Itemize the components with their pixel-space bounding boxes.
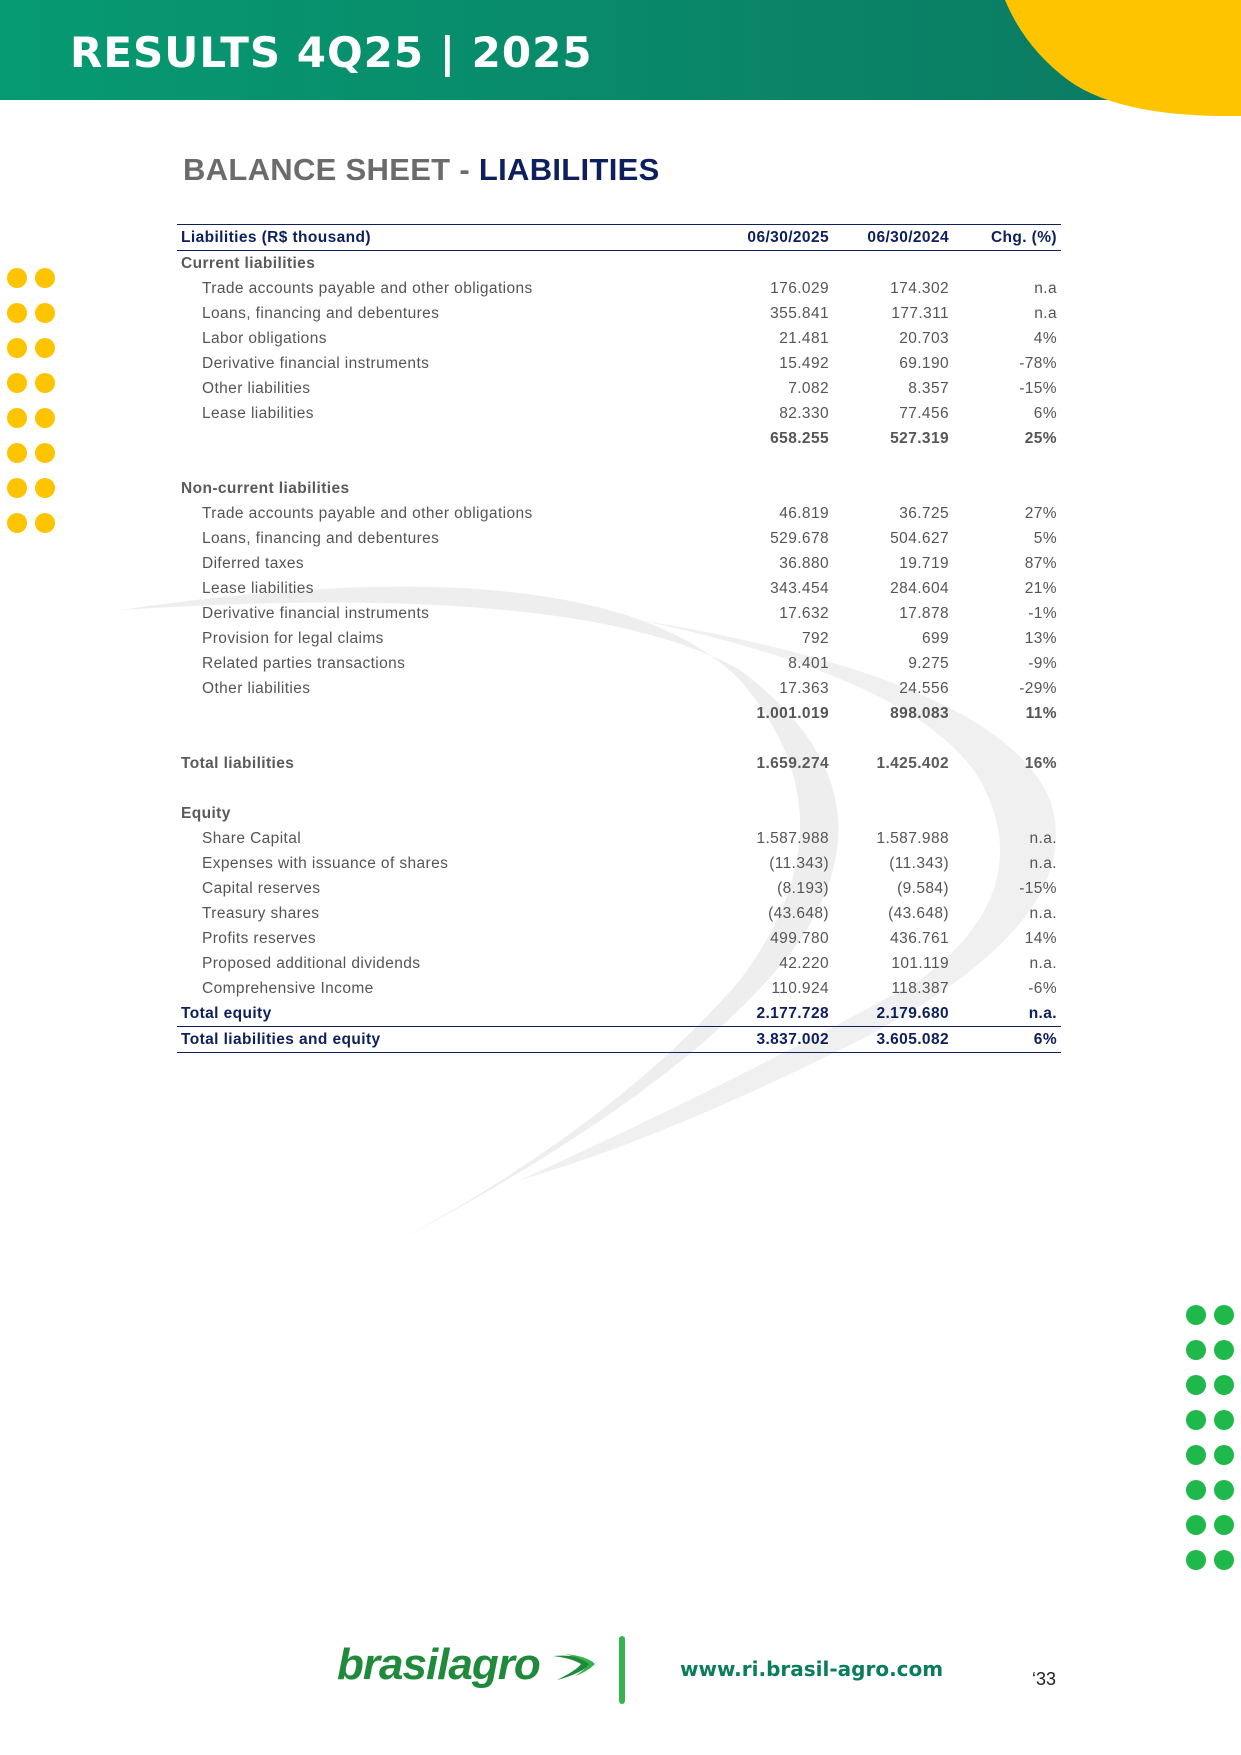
empty-cell	[713, 801, 833, 826]
group-label: Non-current liabilities	[181, 480, 350, 497]
row-label: Other liabilities	[202, 680, 311, 697]
footer-separator	[619, 1636, 625, 1704]
spacer-row	[177, 776, 1061, 801]
value-2025: 46.819	[779, 505, 829, 522]
table-row	[177, 901, 1061, 926]
value-2024: 77.456	[899, 405, 949, 422]
value-2024: 19.719	[899, 555, 949, 572]
row-label: Treasury shares	[202, 905, 320, 922]
value-2024: 17.878	[899, 605, 949, 622]
table-body	[177, 251, 1061, 1053]
spacer-row	[177, 451, 1061, 476]
logo-text-brasil: brasil	[337, 1640, 449, 1689]
table-header-row	[177, 225, 1061, 251]
value-2024: (9.584)	[897, 880, 949, 897]
table-row	[177, 976, 1061, 1001]
value-2024: 36.725	[899, 505, 949, 522]
table-row	[177, 401, 1061, 426]
column-header-2025: 06/30/2025	[713, 225, 833, 251]
value-2024: 20.703	[899, 330, 949, 347]
logo-text-agro: agro	[448, 1640, 540, 1689]
empty-cell	[177, 726, 713, 751]
empty-cell	[953, 451, 1061, 476]
value-change: 27%	[1024, 505, 1057, 522]
table-row	[177, 501, 1061, 526]
value-change: n.a.	[1029, 955, 1057, 972]
table-row	[177, 876, 1061, 901]
value-2025: 17.632	[779, 605, 829, 622]
value-change: n.a.	[1029, 830, 1057, 847]
value-2024: 8.357	[908, 380, 949, 397]
column-header-2024: 06/30/2024	[833, 225, 953, 251]
value-2024: 699	[921, 630, 949, 647]
value-change: 11%	[1025, 705, 1057, 722]
table-row	[177, 301, 1061, 326]
value-change: 21%	[1024, 580, 1057, 597]
value-2025: 499.780	[770, 930, 829, 947]
website-link[interactable]: www.ri.brasil-agro.com	[680, 1657, 944, 1681]
table-row	[177, 576, 1061, 601]
value-2024: 2.179.680	[876, 1005, 949, 1022]
row-label: Expenses with issuance of shares	[202, 855, 449, 872]
row-label: Total liabilities and equity	[177, 1027, 713, 1053]
value-change: n.a.	[1028, 1005, 1057, 1022]
row-label: Comprehensive Income	[202, 980, 374, 997]
header-banner	[0, 0, 1241, 116]
page-number: ‘33	[1032, 1669, 1057, 1689]
row-label: Profits reserves	[202, 930, 317, 947]
brasilagro-logo	[337, 1640, 597, 1690]
section-title-accent: LIABILITIES	[478, 152, 660, 187]
value-2025: (11.343)	[769, 855, 829, 872]
value-change: -1%	[1028, 605, 1057, 622]
value-change: n.a	[1034, 305, 1057, 322]
empty-cell	[953, 801, 1061, 826]
row-label: Lease liabilities	[202, 405, 314, 422]
empty-cell	[833, 476, 953, 501]
value-change: -15%	[1019, 380, 1057, 397]
row-label: Trade accounts payable and other obligations	[202, 280, 533, 297]
value-2024: 527.319	[890, 430, 949, 447]
value-2024: 69.190	[899, 355, 949, 372]
value-2025: 1.587.988	[756, 830, 829, 847]
row-label: Proposed additional dividends	[202, 955, 421, 972]
table-row	[177, 826, 1061, 851]
value-2024: 174.302	[890, 280, 949, 297]
column-header-change: Chg. (%)	[953, 225, 1061, 251]
table-row	[177, 651, 1061, 676]
value-2025: 355.841	[770, 305, 829, 322]
empty-cell	[713, 451, 833, 476]
value-2025: 3.837.002	[713, 1027, 833, 1053]
table-row	[177, 676, 1061, 701]
empty-cell	[833, 801, 953, 826]
value-change: n.a.	[1029, 905, 1057, 922]
value-2025: 529.678	[770, 530, 829, 547]
liabilities-table	[177, 224, 1061, 1053]
value-change: n.a	[1034, 280, 1057, 297]
table-row	[177, 526, 1061, 551]
table-row	[177, 926, 1061, 951]
empty-cell	[177, 451, 713, 476]
group-header	[177, 476, 1061, 501]
value-change: 6%	[953, 1027, 1061, 1053]
total-equity-row	[177, 1001, 1061, 1027]
value-2024: 436.761	[890, 930, 949, 947]
section-title-prefix: BALANCE SHEET -	[183, 152, 479, 187]
value-change: 5%	[1033, 530, 1057, 547]
value-2025: 82.330	[779, 405, 829, 422]
value-2024: (43.648)	[888, 905, 949, 922]
value-change: -78%	[1019, 355, 1057, 372]
value-2025: 36.880	[779, 555, 829, 572]
value-2024: 898.083	[890, 705, 949, 722]
value-2024: 9.275	[908, 655, 949, 672]
report-title: RESULTS 4Q25 | 2025	[70, 28, 593, 77]
value-2025: 2.177.728	[756, 1005, 829, 1022]
value-change: 13%	[1024, 630, 1057, 647]
row-label: Lease liabilities	[202, 580, 314, 597]
row-label: Derivative financial instruments	[202, 355, 430, 372]
value-2025: (43.648)	[768, 905, 829, 922]
table-row	[177, 351, 1061, 376]
value-change: 4%	[1033, 330, 1057, 347]
empty-cell	[953, 776, 1061, 801]
value-2024: (11.343)	[889, 855, 949, 872]
spacer-row	[177, 726, 1061, 751]
value-2024: 177.311	[891, 305, 949, 322]
subtotal-row	[177, 426, 1061, 451]
value-change: 87%	[1024, 555, 1057, 572]
group-header	[177, 801, 1061, 826]
total-liabilities-row	[177, 751, 1061, 776]
value-change: -9%	[1028, 655, 1057, 672]
table-row	[177, 626, 1061, 651]
row-label: Diferred taxes	[202, 555, 305, 572]
empty-cell	[177, 776, 713, 801]
table-row	[177, 951, 1061, 976]
value-2024: 118.387	[891, 980, 949, 997]
value-2025: 42.220	[779, 955, 829, 972]
value-2025: 17.363	[779, 680, 829, 697]
table-row	[177, 276, 1061, 301]
value-change: 14%	[1024, 930, 1057, 947]
table-row	[177, 601, 1061, 626]
table-row	[177, 551, 1061, 576]
value-2025: 1.659.274	[756, 755, 829, 772]
empty-cell	[713, 776, 833, 801]
empty-cell	[177, 426, 713, 451]
empty-cell	[177, 701, 713, 726]
empty-cell	[953, 251, 1061, 277]
value-change: 16%	[1024, 755, 1057, 772]
value-2024: 101.119	[891, 955, 949, 972]
value-change: -6%	[1028, 980, 1057, 997]
value-2025: 8.401	[788, 655, 829, 672]
empty-cell	[833, 726, 953, 751]
value-2025: 15.492	[779, 355, 829, 372]
row-label: Provision for legal claims	[202, 630, 384, 647]
row-label: Share Capital	[202, 830, 302, 847]
value-2024: 284.604	[890, 580, 949, 597]
row-label: Total liabilities	[181, 755, 295, 772]
empty-cell	[713, 251, 833, 277]
value-change: 25%	[1024, 430, 1057, 447]
table-row	[177, 376, 1061, 401]
empty-cell	[833, 451, 953, 476]
empty-cell	[833, 776, 953, 801]
value-change: -15%	[1019, 880, 1057, 897]
table-row	[177, 326, 1061, 351]
logo-chevron-icon	[551, 1652, 597, 1682]
value-2025: 176.029	[770, 280, 829, 297]
value-2024: 24.556	[899, 680, 949, 697]
value-2025: 21.481	[779, 330, 829, 347]
empty-cell	[833, 251, 953, 277]
row-label: Trade accounts payable and other obligations	[202, 505, 533, 522]
value-change: -29%	[1019, 680, 1057, 697]
row-label: Labor obligations	[202, 330, 327, 347]
row-label: Loans, financing and debentures	[202, 305, 440, 322]
value-change: n.a.	[1029, 855, 1057, 872]
value-change: 6%	[1033, 405, 1057, 422]
section-title	[183, 152, 660, 188]
empty-cell	[953, 726, 1061, 751]
value-2025: 792	[801, 630, 829, 647]
value-2025: 343.454	[770, 580, 829, 597]
row-label: Loans, financing and debentures	[202, 530, 440, 547]
value-2024: 1.425.402	[876, 755, 949, 772]
value-2024: 504.627	[890, 530, 949, 547]
value-2024: 1.587.988	[876, 830, 949, 847]
table-row	[177, 851, 1061, 876]
row-label: Derivative financial instruments	[202, 605, 430, 622]
value-2025: 1.001.019	[756, 705, 829, 722]
subtotal-row	[177, 701, 1061, 726]
empty-cell	[953, 476, 1061, 501]
row-label: Other liabilities	[202, 380, 311, 397]
group-label: Equity	[181, 805, 231, 822]
row-label: Total equity	[181, 1005, 272, 1022]
value-2025: 110.924	[771, 980, 829, 997]
value-2025: 7.082	[788, 380, 829, 397]
value-2024: 3.605.082	[833, 1027, 953, 1053]
value-2025: 658.255	[770, 430, 829, 447]
row-label: Related parties transactions	[202, 655, 406, 672]
column-header-label: Liabilities (R$ thousand)	[177, 225, 713, 251]
group-label: Current liabilities	[181, 255, 316, 272]
grand-total-row	[177, 1027, 1061, 1053]
value-2025: (8.193)	[777, 880, 829, 897]
empty-cell	[713, 476, 833, 501]
empty-cell	[713, 726, 833, 751]
group-header	[177, 251, 1061, 277]
row-label: Capital reserves	[202, 880, 321, 897]
